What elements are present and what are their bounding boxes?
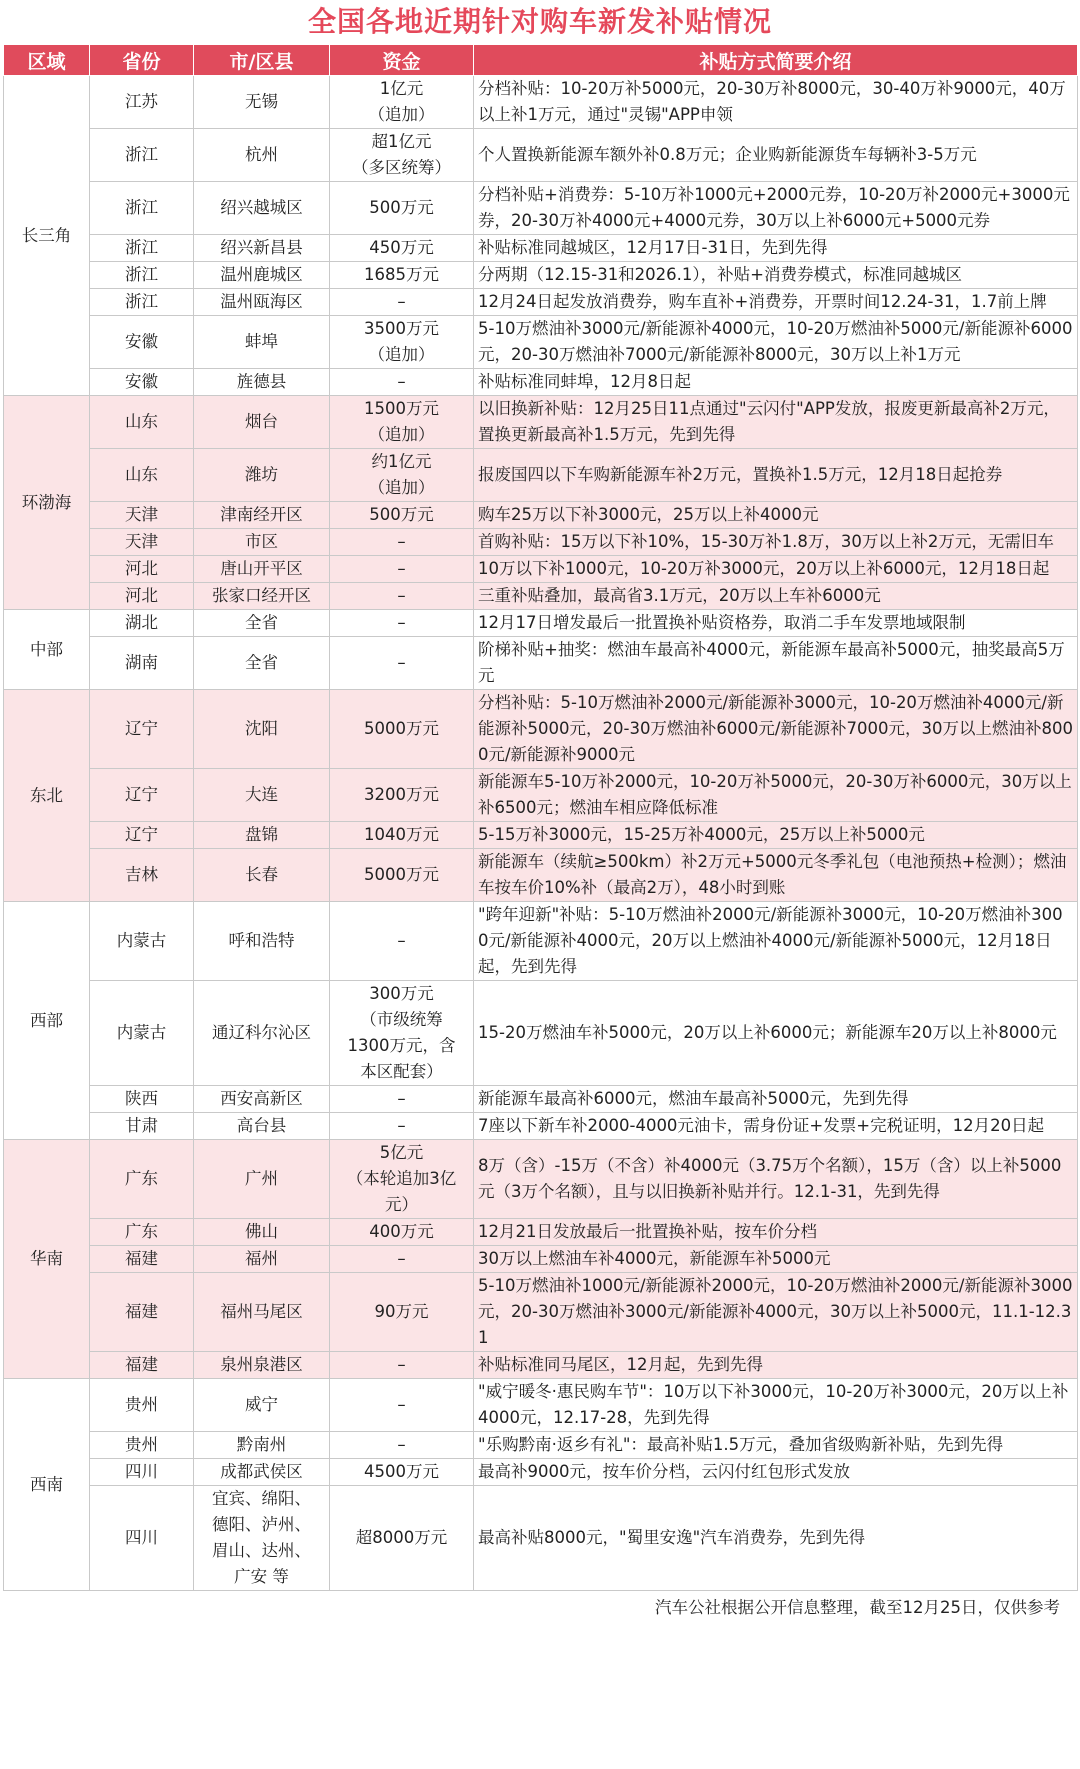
table-row [4,902,1078,981]
city-cell: 温州瓯海区 [194,289,330,316]
fund-cell: 4500万元 [330,1459,474,1486]
page-title: 全国各地近期针对购车新发补贴情况 [307,5,772,38]
province-cell: 浙江 [90,289,194,316]
description-cell: 分两期（12.15-31和2026.1），补贴+消费券模式，标准同越城区 [474,262,1078,289]
description-cell: 分档补贴：10-20万补5000元，20-30万补8000元，30-40万补9000元，40万以上补1万元，通过"灵锡"APP申领 [474,76,1078,129]
fund-cell: – [330,556,474,583]
province-cell: 福建 [90,1246,194,1273]
table-row [4,1086,1078,1113]
city-cell: 市区 [194,529,330,556]
fund-cell: 400万元 [330,1219,474,1246]
fund-cell: 500万元 [330,502,474,529]
fund-cell: 450万元 [330,235,474,262]
description-cell: 新能源车5-10万补2000元，10-20万补5000元，20-30万补6000元，30万以上补6500元；燃油车相应降低标准 [474,769,1078,822]
fund-cell: – [330,1379,474,1432]
province-cell: 内蒙古 [90,981,194,1086]
table-row [4,449,1078,502]
province-cell: 山东 [90,396,194,449]
description-cell: 以旧换新补贴：12月25日11点通过"云闪付"APP发放，报废更新最高补2万元，置换更新最高补1.5万元，先到先得 [474,396,1078,449]
province-cell: 湖北 [90,610,194,637]
city-cell: 烟台 [194,396,330,449]
city-cell: 津南经开区 [194,502,330,529]
description-cell: 补贴标准同马尾区，12月起，先到先得 [474,1352,1078,1379]
description-cell: 补贴标准同蚌埠，12月8日起 [474,369,1078,396]
description-cell: "乐购黔南·返乡有礼"：最高补贴1.5万元，叠加省级购新补贴，先到先得 [474,1432,1078,1459]
fund-cell: – [330,529,474,556]
description-cell: 5-15万补3000元，15-25万补4000元，25万以上补5000元 [474,822,1078,849]
table-body [4,76,1078,1591]
table-row [4,849,1078,902]
table-row [4,1113,1078,1140]
province-cell: 内蒙古 [90,902,194,981]
table-row [4,1273,1078,1352]
city-cell: 长春 [194,849,330,902]
province-cell: 山东 [90,449,194,502]
province-cell: 吉林 [90,849,194,902]
city-cell: 温州鹿城区 [194,262,330,289]
description-cell: 报废国四以下车购新能源车补2万元，置换补1.5万元，12月18日起抢券 [474,449,1078,502]
province-cell: 四川 [90,1486,194,1591]
table-row [4,369,1078,396]
city-cell: 绍兴新昌县 [194,235,330,262]
fund-cell: – [330,610,474,637]
table-row [4,822,1078,849]
table-row [4,316,1078,369]
city-cell: 无锡 [194,76,330,129]
city-cell: 唐山开平区 [194,556,330,583]
city-cell: 西安高新区 [194,1086,330,1113]
region-cell: 中部 [4,610,90,690]
city-cell: 全省 [194,610,330,637]
region-cell: 东北 [4,690,90,902]
city-cell: 张家口经开区 [194,583,330,610]
subsidy-table [3,44,1078,1591]
table-row [4,289,1078,316]
table-row [4,1219,1078,1246]
province-cell: 陕西 [90,1086,194,1113]
table-row [4,769,1078,822]
province-cell: 浙江 [90,235,194,262]
city-cell: 通辽科尔沁区 [194,981,330,1086]
city-cell: 盘锦 [194,822,330,849]
table-row [4,1246,1078,1273]
description-cell: 30万以上燃油车补4000元，新能源车补5000元 [474,1246,1078,1273]
fund-cell: 5000万元 [330,849,474,902]
table-row [4,76,1078,129]
description-cell: 新能源车（续航≥500km）补2万元+5000元冬季礼包（电池预热+检测）；燃油车按车价10%补（最高2万），48小时到账 [474,849,1078,902]
city-cell: 杭州 [194,129,330,182]
province-cell: 广东 [90,1219,194,1246]
description-cell: 12月17日增发最后一批置换补贴资格券，取消二手车发票地域限制 [474,610,1078,637]
province-cell: 湖南 [90,637,194,690]
fund-cell: 5亿元 （本轮追加3亿 元） [330,1140,474,1219]
header-description: 补贴方式简要介绍 [474,45,1078,76]
city-cell: 黔南州 [194,1432,330,1459]
province-cell: 广东 [90,1140,194,1219]
table-row [4,981,1078,1086]
fund-cell: – [330,369,474,396]
description-cell: 15-20万燃油车补5000元，20万以上补6000元；新能源车20万以上补8000元 [474,981,1078,1086]
region-cell: 环渤海 [4,396,90,610]
fund-cell: 1040万元 [330,822,474,849]
table-row [4,1379,1078,1432]
fund-cell: – [330,902,474,981]
city-cell: 大连 [194,769,330,822]
city-cell: 广州 [194,1140,330,1219]
header-fund: 资金 [330,45,474,76]
province-cell: 辽宁 [90,690,194,769]
fund-cell: – [330,1432,474,1459]
province-cell: 浙江 [90,129,194,182]
fund-cell: 超8000万元 [330,1486,474,1591]
city-cell: 泉州泉港区 [194,1352,330,1379]
province-cell: 福建 [90,1273,194,1352]
fund-cell: 90万元 [330,1273,474,1352]
source-note: 汽车公社根据公开信息整理，截至12月25日，仅供参考 [655,1598,1060,1617]
province-cell: 浙江 [90,182,194,235]
fund-cell: – [330,1113,474,1140]
city-cell: 佛山 [194,1219,330,1246]
fund-cell: 5000万元 [330,690,474,769]
fund-cell: – [330,583,474,610]
description-cell: 5-10万燃油补3000元/新能源补4000元，10-20万燃油补5000元/新能源补6000元，20-30万燃油补7000元/新能源补8000元，30万以上补1万元 [474,316,1078,369]
description-cell: 5-10万燃油补1000元/新能源补2000元，10-20万燃油补2000元/新能源补3000元，20-30万燃油补3000元/新能源补4000元，30万以上补5000元，11.1-12.31 [474,1273,1078,1352]
description-cell: 最高补贴8000元，"蜀里安逸"汽车消费券，先到先得 [474,1486,1078,1591]
fund-cell: – [330,1352,474,1379]
city-cell: 沈阳 [194,690,330,769]
province-cell: 福建 [90,1352,194,1379]
province-cell: 安徽 [90,369,194,396]
table-row [4,502,1078,529]
region-cell: 西南 [4,1379,90,1591]
description-cell: 首购补贴：15万以下补10%，15-30万补1.8万，30万以上补2万元，无需旧车 [474,529,1078,556]
city-cell: 成都武侯区 [194,1459,330,1486]
province-cell: 贵州 [90,1432,194,1459]
header-region: 区域 [4,45,90,76]
description-cell: "威宁暖冬·惠民购车节"：10万以下补3000元，10-20万补3000元，20万以上补4000元，12.17-28，先到先得 [474,1379,1078,1432]
city-cell: 高台县 [194,1113,330,1140]
city-cell: 蚌埠 [194,316,330,369]
province-cell: 天津 [90,529,194,556]
province-cell: 辽宁 [90,769,194,822]
fund-cell: 超1亿元 （多区统筹） [330,129,474,182]
province-cell: 天津 [90,502,194,529]
city-cell: 威宁 [194,1379,330,1432]
table-row [4,1352,1078,1379]
header-province: 省份 [90,45,194,76]
region-cell: 长三角 [4,76,90,396]
description-cell: 12月24日起发放消费券，购车直补+消费券，开票时间12.24-31，1.7前上牌 [474,289,1078,316]
table-row [4,262,1078,289]
description-cell: 阶梯补贴+抽奖：燃油车最高补4000元，新能源车最高补5000元，抽奖最高5万元 [474,637,1078,690]
description-cell: 12月21日发放最后一批置换补贴，按车价分档 [474,1219,1078,1246]
city-cell: 全省 [194,637,330,690]
description-cell: 10万以下补1000元，10-20万补3000元，20万以上补6000元，12月18日起 [474,556,1078,583]
province-cell: 河北 [90,556,194,583]
province-cell: 江苏 [90,76,194,129]
fund-cell: 约1亿元 （追加） [330,449,474,502]
fund-cell: – [330,637,474,690]
description-cell: 个人置换新能源车额外补0.8万元；企业购新能源货车每辆补3-5万元 [474,129,1078,182]
table-row [4,610,1078,637]
province-cell: 四川 [90,1459,194,1486]
province-cell: 辽宁 [90,822,194,849]
table-row [4,1140,1078,1219]
description-cell: 最高补9000元，按车价分档，云闪付红包形式发放 [474,1459,1078,1486]
city-cell: 绍兴越城区 [194,182,330,235]
fund-cell: 500万元 [330,182,474,235]
table-row [4,556,1078,583]
table-row [4,1432,1078,1459]
province-cell: 贵州 [90,1379,194,1432]
province-cell: 甘肃 [90,1113,194,1140]
province-cell: 浙江 [90,262,194,289]
table-row [4,129,1078,182]
province-cell: 河北 [90,583,194,610]
table-row [4,529,1078,556]
fund-cell: – [330,1246,474,1273]
fund-cell: – [330,1086,474,1113]
province-cell: 安徽 [90,316,194,369]
fund-cell: 1亿元 （追加） [330,76,474,129]
description-cell: 7座以下新车补2000-4000元油卡，需身份证+发票+完税证明，12月20日起 [474,1113,1078,1140]
description-cell: 新能源车最高补6000元，燃油车最高补5000元，先到先得 [474,1086,1078,1113]
table-row [4,396,1078,449]
city-cell: 潍坊 [194,449,330,502]
description-cell: 购车25万以下补3000元，25万以上补4000元 [474,502,1078,529]
city-cell: 宜宾、绵阳、 德阳、泸州、 眉山、达州、 广安 等 [194,1486,330,1591]
table-row [4,637,1078,690]
city-cell: 福州马尾区 [194,1273,330,1352]
table-row [4,1459,1078,1486]
city-cell: 呼和浩特 [194,902,330,981]
table-row [4,182,1078,235]
description-cell: 补贴标准同越城区，12月17日-31日，先到先得 [474,235,1078,262]
table-row [4,583,1078,610]
table-header-row [4,45,1078,76]
fund-cell: 1500万元 （追加） [330,396,474,449]
description-cell: "跨年迎新"补贴：5-10万燃油补2000元/新能源补3000元，10-20万燃油补3000元/新能源补4000元，20万以上燃油补4000元/新能源补5000元，12月18日起，先到先得 [474,902,1078,981]
table-row [4,1486,1078,1591]
fund-cell: 1685万元 [330,262,474,289]
fund-cell: 3200万元 [330,769,474,822]
region-cell: 西部 [4,902,90,1140]
description-cell: 8万（含）-15万（不含）补4000元（3.75万个名额），15万（含）以上补5000元（3万个名额），且与以旧换新补贴并行。12.1-31，先到先得 [474,1140,1078,1219]
region-cell: 华南 [4,1140,90,1379]
fund-cell: – [330,289,474,316]
description-cell: 三重补贴叠加，最高省3.1万元，20万以上车补6000元 [474,583,1078,610]
table-row [4,235,1078,262]
header-city: 市/区县 [194,45,330,76]
fund-cell: 300万元 （市级统筹 1300万元，含 本区配套） [330,981,474,1086]
description-cell: 分档补贴：5-10万燃油补2000元/新能源补3000元，10-20万燃油补4000元/新能源补5000元，20-30万燃油补6000元/新能源补7000元，30万以上燃油补8000元/新能源补9000元 [474,690,1078,769]
city-cell: 福州 [194,1246,330,1273]
table-row [4,690,1078,769]
city-cell: 旌德县 [194,369,330,396]
description-cell: 分档补贴+消费券：5-10万补1000元+2000元券，10-20万补2000元+3000元券，20-30万补4000元+4000元券，30万以上补6000元+5000元券 [474,182,1078,235]
fund-cell: 3500万元 （追加） [330,316,474,369]
